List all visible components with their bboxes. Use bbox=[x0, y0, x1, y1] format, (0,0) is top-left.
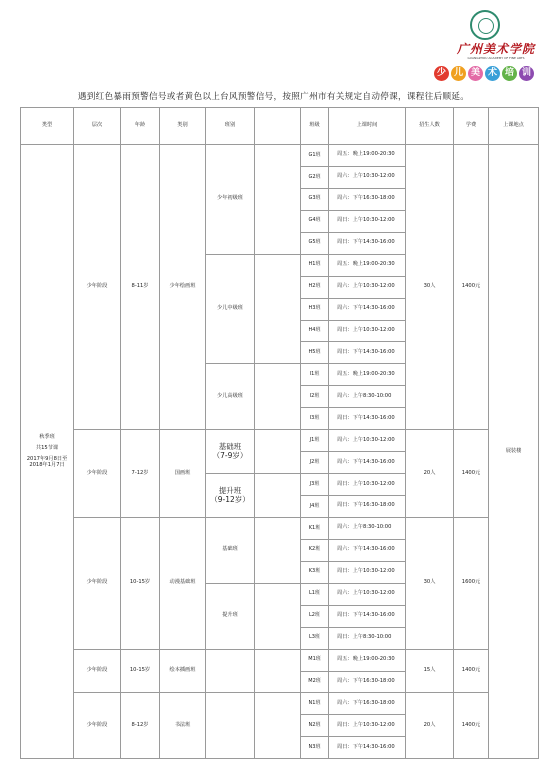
header-level: 层次 bbox=[74, 108, 121, 145]
level-cell: 少年阶段 bbox=[74, 693, 121, 759]
time-cell: 周日：上午10:30-12:00 bbox=[329, 210, 406, 232]
class-cell: H5班 bbox=[301, 342, 329, 364]
time-cell: 周六：下午14:30-16:00 bbox=[329, 298, 406, 320]
fee-cell: 1400元 bbox=[454, 430, 489, 518]
header-blank bbox=[255, 108, 301, 145]
division-cell: 基础班 （7-9岁） bbox=[206, 430, 255, 474]
time-cell: 周五：晚上19:00-20:30 bbox=[329, 649, 406, 671]
time-cell: 周六：上午10:30-12:00 bbox=[329, 276, 406, 298]
division-blank-cell bbox=[255, 583, 301, 649]
division-cell bbox=[206, 693, 255, 759]
category-cell: 动漫基础班 bbox=[160, 517, 206, 649]
schedule-table bbox=[20, 107, 539, 759]
time-cell: 周六：上午10:30-12:00 bbox=[329, 583, 406, 605]
time-cell: 周日：上午10:30-12:00 bbox=[329, 474, 406, 496]
time-cell: 周六：上午10:30-12:00 bbox=[329, 166, 406, 188]
header-location: 上课地点 bbox=[489, 108, 539, 145]
time-cell: 周日：上午10:30-12:00 bbox=[329, 320, 406, 342]
class-cell: I3班 bbox=[301, 408, 329, 430]
header-category: 类别 bbox=[160, 108, 206, 145]
header-count: 招生人数 bbox=[406, 108, 454, 145]
table-row bbox=[21, 145, 539, 167]
time-cell: 周日：下午14:30-16:00 bbox=[329, 408, 406, 430]
age-cell: 8-11岁 bbox=[121, 145, 160, 430]
time-cell: 周日：下午14:30-16:00 bbox=[329, 232, 406, 254]
count-cell: 30人 bbox=[406, 145, 454, 430]
fee-cell: 1600元 bbox=[454, 517, 489, 649]
time-cell: 周日：下午14:30-16:00 bbox=[329, 342, 406, 364]
class-cell: H2班 bbox=[301, 276, 329, 298]
class-cell: I1班 bbox=[301, 364, 329, 386]
time-cell: 周日：下午14:30-16:00 bbox=[329, 737, 406, 759]
division-blank-cell bbox=[255, 474, 301, 518]
class-cell: G1班 bbox=[301, 145, 329, 167]
fee-cell: 1400元 bbox=[454, 693, 489, 759]
class-cell: H4班 bbox=[301, 320, 329, 342]
division-blank-cell bbox=[255, 693, 301, 759]
count-cell: 20人 bbox=[406, 430, 454, 518]
badge-1: 儿 bbox=[451, 66, 466, 81]
program-badges bbox=[434, 66, 534, 81]
division-blank-cell bbox=[255, 430, 301, 474]
time-cell: 周日：下午14:30-16:00 bbox=[329, 605, 406, 627]
division-cell: 提升班 （9-12岁） bbox=[206, 474, 255, 518]
header-age: 年龄 bbox=[121, 108, 160, 145]
division-blank-cell bbox=[255, 649, 301, 693]
class-cell: I2班 bbox=[301, 386, 329, 408]
header-division: 班别 bbox=[206, 108, 255, 145]
class-cell: N3班 bbox=[301, 737, 329, 759]
division-blank-cell bbox=[255, 254, 301, 364]
count-cell: 15人 bbox=[406, 649, 454, 693]
level-cell: 少年阶段 bbox=[74, 649, 121, 693]
time-cell: 周六：下午14:30-16:00 bbox=[329, 452, 406, 474]
level-cell: 少年阶段 bbox=[74, 517, 121, 649]
category-cell: 国画班 bbox=[160, 430, 206, 518]
table-row bbox=[21, 430, 539, 452]
division-blank-cell bbox=[255, 145, 301, 255]
time-cell: 周六：上午8:30-10:00 bbox=[329, 517, 406, 539]
badge-3: 术 bbox=[485, 66, 500, 81]
time-cell: 周六：上午8:30-10:00 bbox=[329, 386, 406, 408]
semester-text: 秋季班 bbox=[39, 433, 55, 440]
class-cell: L3班 bbox=[301, 627, 329, 649]
class-cell: K2班 bbox=[301, 539, 329, 561]
time-cell: 周六：上午10:30-12:00 bbox=[329, 430, 406, 452]
class-cell: N1班 bbox=[301, 693, 329, 715]
class-cell: G2班 bbox=[301, 166, 329, 188]
table-row bbox=[21, 693, 539, 715]
academy-logo-icon bbox=[470, 10, 500, 40]
academy-name: 广州美术学院 bbox=[456, 42, 535, 56]
division-blank-cell bbox=[255, 364, 301, 430]
weather-notice: 遇到红色暴雨预警信号或者黄色以上台风预警信号，按照广州市有关规定自动停课，课程往后顺延。 bbox=[77, 92, 470, 102]
class-cell: J2班 bbox=[301, 452, 329, 474]
class-cell: H3班 bbox=[301, 298, 329, 320]
time-cell: 周六：下午14:30-16:00 bbox=[329, 539, 406, 561]
division-cell: 基础班 bbox=[206, 517, 255, 583]
table-row bbox=[21, 649, 539, 671]
age-cell: 8-12岁 bbox=[121, 693, 160, 759]
division-cell: 少儿中级班 bbox=[206, 254, 255, 364]
header-row bbox=[21, 108, 539, 145]
class-cell: L2班 bbox=[301, 605, 329, 627]
age-cell: 10-15岁 bbox=[121, 649, 160, 693]
class-cell: M2班 bbox=[301, 671, 329, 693]
division-cell bbox=[206, 649, 255, 693]
class-cell: G5班 bbox=[301, 232, 329, 254]
class-cell: M1班 bbox=[301, 649, 329, 671]
badge-2: 美 bbox=[468, 66, 483, 81]
fee-cell: 1400元 bbox=[454, 145, 489, 430]
class-cell: K3班 bbox=[301, 561, 329, 583]
class-cell: J4班 bbox=[301, 496, 329, 518]
age-cell: 10-15岁 bbox=[121, 517, 160, 649]
location-cell: 展装楼 bbox=[489, 145, 539, 759]
time-cell: 周六：下午16:30-18:00 bbox=[329, 693, 406, 715]
count-cell: 20人 bbox=[406, 693, 454, 759]
division-cell: 少年初级班 bbox=[206, 145, 255, 255]
time-cell: 周日：上午10:30-12:00 bbox=[329, 715, 406, 737]
header-class: 班级 bbox=[301, 108, 329, 145]
semester-text: 共15节课 bbox=[35, 444, 59, 451]
fee-cell: 1400元 bbox=[454, 649, 489, 693]
division-blank-cell bbox=[255, 517, 301, 583]
category-cell: 书法班 bbox=[160, 693, 206, 759]
count-cell: 30人 bbox=[406, 517, 454, 649]
table-row bbox=[21, 517, 539, 539]
semester-text: 2017年9月8日至 2018年1月7日 bbox=[26, 455, 68, 468]
category-cell: 少年绘画班 bbox=[160, 145, 206, 430]
time-cell: 周五：晚上19:00-20:30 bbox=[329, 145, 406, 167]
class-cell: K1班 bbox=[301, 517, 329, 539]
class-cell: G4班 bbox=[301, 210, 329, 232]
time-cell: 周日：下午16:30-18:00 bbox=[329, 496, 406, 518]
academy-name-english: GUANGZHOU ACADEMY OF FINE ARTS bbox=[467, 56, 525, 60]
time-cell: 周五：晚上19:00-20:30 bbox=[329, 254, 406, 276]
level-cell: 少年阶段 bbox=[74, 145, 121, 430]
class-cell: H1班 bbox=[301, 254, 329, 276]
category-cell: 绘本插画班 bbox=[160, 649, 206, 693]
age-cell: 7-12岁 bbox=[121, 430, 160, 518]
class-cell: N2班 bbox=[301, 715, 329, 737]
class-cell: G3班 bbox=[301, 188, 329, 210]
time-cell: 周六：下午16:30-18:00 bbox=[329, 671, 406, 693]
class-cell: L1班 bbox=[301, 583, 329, 605]
badge-5: 训 bbox=[519, 66, 534, 81]
time-cell: 周日：上午8:30-10:00 bbox=[329, 627, 406, 649]
class-cell: J3班 bbox=[301, 474, 329, 496]
time-cell: 周五：晚上19:00-20:30 bbox=[329, 364, 406, 386]
badge-0: 少 bbox=[434, 66, 449, 81]
semester-cell bbox=[21, 145, 74, 759]
badge-4: 培 bbox=[502, 66, 517, 81]
header-time: 上课时间 bbox=[329, 108, 406, 145]
division-cell: 少儿高级班 bbox=[206, 364, 255, 430]
header-type: 类型 bbox=[21, 108, 74, 145]
time-cell: 周六：下午16:30-18:00 bbox=[329, 188, 406, 210]
class-cell: J1班 bbox=[301, 430, 329, 452]
division-cell: 提升班 bbox=[206, 583, 255, 649]
header-fee: 学费 bbox=[454, 108, 489, 145]
level-cell: 少年阶段 bbox=[74, 430, 121, 518]
time-cell: 周日：上午10:30-12:00 bbox=[329, 561, 406, 583]
